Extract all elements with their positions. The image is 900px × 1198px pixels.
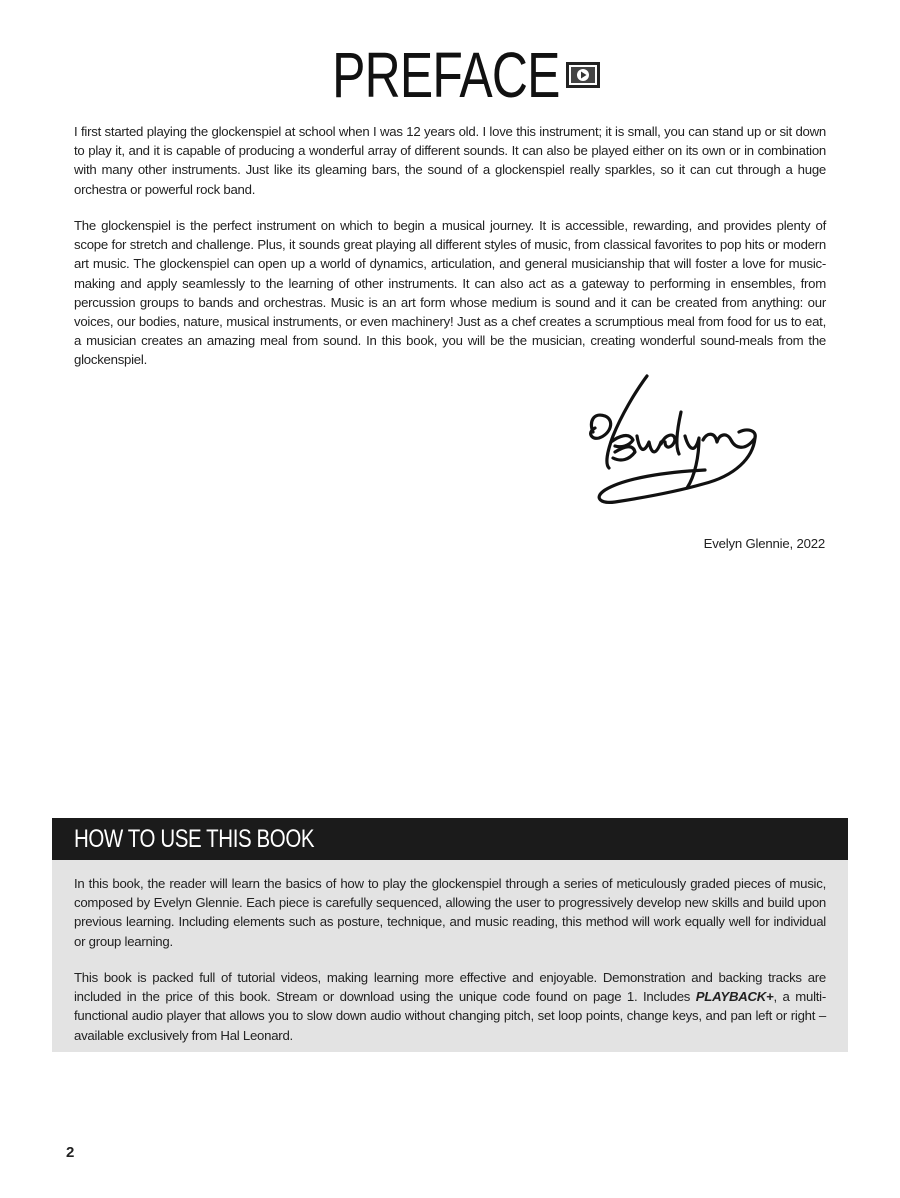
- how-to-use-box: [52, 818, 848, 1052]
- playback-plus-brand: PLAYBACK+: [695, 989, 774, 1005]
- how-to-paragraph-2-end: , a multi-functional audio player that allows you to slow down audio without changing pitch, set loop points, change keys, and pan left or right – available exclusively from Hal Leonard.: [74, 989, 826, 1043]
- preface-paragraph-1: I first started playing the glockenspiel at school when I was 12 years old. I love this instrument; it is small, you can stand up or sit down to play it, and it is capable of producing a wonderful array of different sounds. It can also be played either on its own or in combination with many other instruments. Just like its gleaming bars, the sound of a glockenspiel really sparkles, so it can cut through a huge orchestra or powerful rock band.: [74, 124, 826, 197]
- how-to-use-heading: HOW TO USE THIS BOOK: [74, 824, 315, 853]
- how-to-use-header: [52, 818, 848, 860]
- signature-caption: Evelyn Glennie, 2022: [703, 536, 825, 551]
- how-to-paragraph-1: In this book, the reader will learn the basics of how to play the glockenspiel through a series of meticulously graded pieces of music, composed by Evelyn Glennie. Each piece is carefully sequenced, allowing the user to progressively develop new skills and build upon previous learning. Including elements such as posture, technique, and music reading, this method will work equally well for individual or group learning.: [74, 876, 826, 949]
- page-header: [0, 40, 900, 110]
- video-play-icon[interactable]: [566, 62, 600, 88]
- signature: [585, 372, 760, 517]
- how-to-paragraph-2-start: This book is packed full of tutorial videos, making learning more effective and enjoyable. Demonstration and backing tracks are included in the price of this book. Stream or download using the unique code found on page 1. Includes: [74, 970, 826, 1005]
- how-to-paragraph-2: [74, 968, 826, 1045]
- page-number: 2: [66, 1144, 75, 1161]
- page-title: PREFACE: [332, 39, 560, 111]
- preface-paragraph-2: The glockenspiel is the perfect instrument on which to begin a musical journey. It is accessible, rewarding, and provides plenty of scope for stretch and challenge. Plus, it sounds great playing all different styles of music, from classical favorites to pop hits or modern art music. The glockenspiel can open up a world of dynamics, articulation, and general musicianship that will foster a love for music-making and apply seamlessly to the learning of other instruments. It can also act as a gateway to performing in ensembles, from percussion groups to bands and orchestras. Music is an art form whose medium is sound and it can be created from anything: our voices, our bodies, nature, musical instruments, or even machinery! Just as a chef creates a scrumptious meal from food for us to eat, a musician creates an amazing meal from sound. In this book, you will be the musician, creating wonderful sound-meals from the glockenspiel.: [74, 218, 826, 368]
